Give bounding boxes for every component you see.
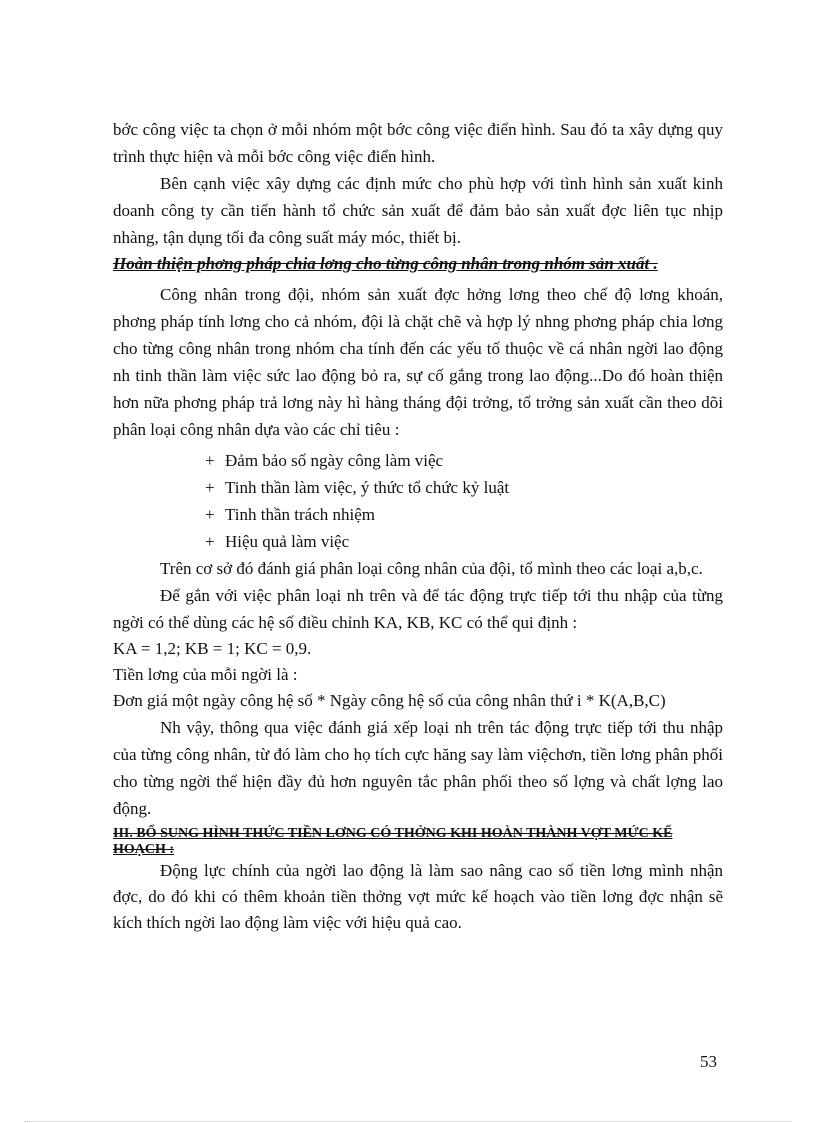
bullet-text: Tinh thần làm việc, ý thức tổ chức kỷ luật [225,478,510,497]
paragraph-4: Trên cơ sở đó đánh giá phân loại công nhân của đội, tổ mình theo các loại a,b,c. [160,559,703,578]
paragraph-3: Công nhân trong đội, nhóm sản xuất đợc hởng lơng theo chế độ lơng khoán, phơng pháp tính lơng cho cả nhóm, đội là chặt chẽ và hợp lý nhng phơng pháp chia lơng cho từng công nhân trong nhóm cha tính đến các yếu tố thuộc về cá nhân ngời lao động nh tinh thần làm việc sức lao động bỏ ra, sự cố gắng trong lao động...Do đó hoàn thiện hơn nữa phơng pháp trả lơng này hì hàng tháng đội trởng, tổ trởng sản xuất cần theo dõi phân loại công nhân dựa vào các chỉ tiêu : [113,285,723,439]
bullet-item-4 [113,528,723,555]
page-number: 53 [700,1052,717,1071]
formula-line: Đơn giá một ngày công hệ số * Ngày công hệ số của công nhân thứ i * K(A,B,C) [113,691,666,710]
bullet-marker: + [205,451,215,470]
bullet-marker: + [205,478,215,497]
paragraph-1: bớc công việc ta chọn ở mỗi nhóm một bớc công việc điển hình. Sau đó ta xây dựng quy trình thực hiện và mỗi bớc công việc điển hình. [113,120,723,166]
bullet-marker: + [205,505,215,524]
bullet-item-3 [113,501,723,528]
text-column [113,116,723,936]
wage-line: Tiền lơng của mỗi ngời là : [113,665,298,684]
section-heading-1: Hoàn thiện phơng pháp chia lơng cho từng công nhân trong nhóm sản xuất . [113,254,658,273]
bullet-text: Đảm bảo số ngày công làm việc [225,451,444,470]
bullet-text: Hiệu quả làm việc [225,532,350,551]
bullet-item-1 [113,447,723,474]
page-bottom-divider [24,1121,792,1122]
paragraph-6: Nh vậy, thông qua việc đánh giá xếp loại nh trên tác động trực tiếp tới thu nhập của từng công nhân, từ đó làm cho họ tích cực hăng say làm việchơn, tiền lơng phân phối cho từng ngời thể hiện đầy đủ hơn nguyên tắc phân phối theo số lợng và chất lợng lao động. [113,718,723,818]
section-heading-2: III. BỔ SUNG HÌNH THỨC TIỀN LƠNG CÓ THỞNG KHI HOÀN THÀNH VỢT MỨC KẾ HOẠCH : [113,826,673,857]
paragraph-5: Để gắn với việc phân loại nh trên và để tác động trực tiếp tới thu nhập của từng ngời có thể dùng các hệ số điều chỉnh KA, KB, KC có thể qui định : [113,586,723,632]
paragraph-7: Động lực chính của ngời lao động là làm sao nâng cao số tiền lơng mình nhận đợc, do đó khi có thêm khoản tiền thởng vợt mức kế hoạch vào tiền lơng đợc nhận sẽ kích thích ngời lao động làm việc với hiệu quả cao. [113,861,723,932]
bullet-marker: + [205,532,215,551]
bullet-text: Tinh thần trách nhiệm [225,505,375,524]
coefficient-line: KA = 1,2; KB = 1; KC = 0,9. [113,639,312,658]
bullet-item-2 [113,474,723,501]
paragraph-2: Bên cạnh việc xây dựng các định mức cho phù hợp với tình hình sản xuất kinh doanh công ty cần tiến hành tổ chức sản xuất để đảm bảo sản xuất đợc liên tục nhịp nhàng, tận dụng tối đa công suất máy móc, thiết bị. [113,174,723,247]
